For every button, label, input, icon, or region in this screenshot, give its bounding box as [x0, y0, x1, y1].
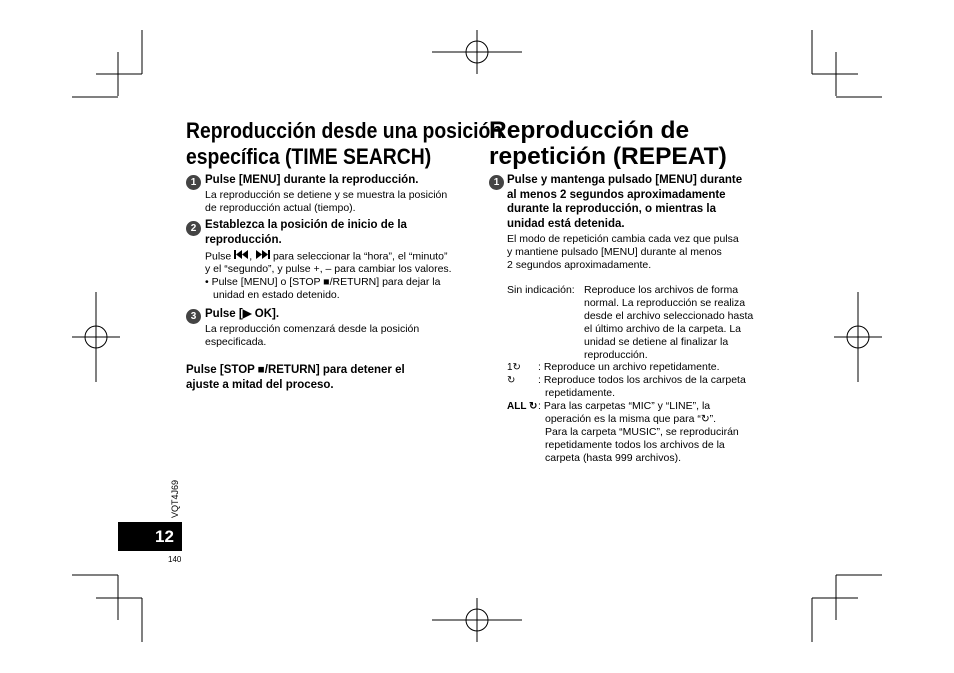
heading-line: repetición (REPEAT) [489, 143, 727, 170]
stop-note [186, 363, 405, 392]
step-number-badge: 2 [186, 221, 201, 236]
body-line: y mantiene pulsado [MENU] durante al menos [507, 246, 722, 258]
step-number-badge: 3 [186, 309, 201, 324]
body-line: el último archivo de la carpeta. La [584, 323, 742, 335]
body-line: Para la carpeta “MUSIC”, se reproducirán [545, 426, 739, 438]
step-number-badge: 1 [489, 175, 504, 190]
step-body [205, 189, 447, 215]
body-line: El modo de repetición cambia cada vez que pulsa [507, 233, 739, 245]
body-line: operación es la misma que para “↻”. [545, 413, 717, 425]
body-text: Pulse [205, 250, 235, 263]
body-line: y el “segundo”, y pulse +, – para cambiar los valores. [205, 263, 452, 276]
note-line: ajuste a mitad del proceso. [186, 378, 334, 391]
title-line: al menos 2 segundos aproximadamente [507, 188, 726, 201]
title-line: Pulse y mantenga pulsado [MENU] durante [507, 174, 743, 186]
body-line: desde el archivo seleccionado hasta [584, 310, 754, 322]
mode-label-none: Sin indicación: [507, 284, 575, 296]
body-line: : Para las carpetas “MIC” y “LINE”, la [538, 400, 711, 412]
body-line: normal. La reproducción se realiza [584, 297, 746, 309]
body-line: unidad se detiene al finalizar la [584, 336, 729, 348]
body-line: : Reproduce todos los archivos de la carpeta [538, 374, 746, 386]
body-line: especificada. [205, 336, 267, 348]
repeat-all-folders-icon: ALL ↻ [507, 401, 538, 412]
title-line: durante la reproducción, o mientras la [507, 203, 716, 215]
step-title: Pulse [▶ OK]. [205, 308, 280, 320]
body-line: 2 segundos aproximadamente. [507, 259, 652, 271]
step-number-badge: 1 [186, 175, 201, 190]
step-title: Pulse [MENU] durante la reproducción. [205, 174, 419, 186]
skip-next-icon [255, 250, 270, 263]
title-line: Establezca la posición de inicio de la [205, 219, 407, 231]
section-heading-time-search [186, 118, 503, 170]
page-number-small: 140 [168, 555, 182, 564]
mode-desc-all [538, 374, 746, 400]
model-code: VQT4J69 [170, 479, 180, 518]
heading-line: Reproducción desde una posición [186, 118, 503, 143]
body-line: repetidamente todos los archivos de la [545, 439, 725, 451]
title-line: reproducción. [205, 233, 282, 246]
body-line: Pulse , para seleccionar la “hora”, el “minuto” [205, 250, 448, 263]
page-number: 12 [155, 527, 174, 546]
body-line: de reproducción actual (tiempo). [205, 202, 356, 214]
section-heading-repeat [489, 118, 727, 170]
body-line: repetidamente. [545, 387, 616, 399]
body-line: reproducción. [584, 349, 648, 361]
skip-previous-icon [234, 250, 249, 263]
step-body [205, 323, 419, 349]
title-line: unidad está detenida. [507, 217, 625, 230]
body-line: carpeta (hasta 999 archivos). [545, 452, 681, 464]
repeat-one-icon: 1↻ [507, 362, 521, 373]
step-title [507, 173, 742, 231]
note-line: Pulse [STOP ■/RETURN] para detener el [186, 364, 405, 376]
mode-desc-none [584, 284, 753, 362]
bullet-line: • Pulse [MENU] o [STOP ■/RETURN] para dejar la [205, 276, 441, 289]
body-text: para seleccionar la “hora”, el “minuto” [270, 250, 448, 263]
body-line: La reproducción se detiene y se muestra la posición [205, 189, 448, 201]
repeat-all-icon: ↻ [507, 375, 516, 386]
mode-desc-all-folders [538, 400, 739, 465]
step-body [507, 233, 739, 272]
body-line: La reproducción comenzará desde la posición [205, 323, 420, 335]
step-body [205, 250, 452, 302]
bullet-line: unidad en estado detenido. [213, 289, 340, 302]
step-title [205, 218, 407, 247]
body-line: Reproduce los archivos de forma [584, 284, 739, 296]
mode-desc-one: : Reproduce un archivo repetidamente. [538, 361, 720, 373]
heading-line: Reproducción de [489, 117, 690, 144]
heading-line: específica (TIME SEARCH) [186, 144, 432, 169]
